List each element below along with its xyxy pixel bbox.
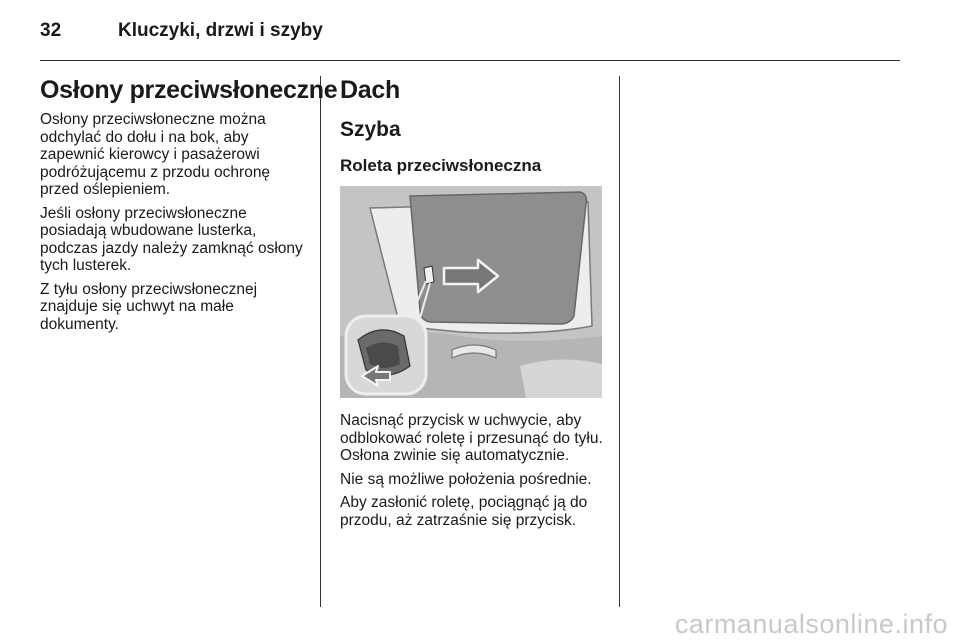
left-column xyxy=(40,74,338,339)
paragraph: Z tyłu osłony przeciwsłonecznej znajduje się uchwyt na małe dokumenty. xyxy=(40,280,258,333)
section-heading-roof: Dach xyxy=(340,76,400,104)
column-divider-2 xyxy=(619,76,620,607)
paragraph: Jeśli osłony przeciwsłoneczne posiadają wbudowane lusterka, podczas jazdy należy zamknąć osłony tych lusterek. xyxy=(40,204,303,274)
paragraph: Aby zasłonić roletę, pociągnąć ją do przodu, aż zatrzaśnie się przycisk. xyxy=(340,494,588,529)
right-column xyxy=(340,74,610,535)
section-heading-sun-visors: Osłony przeciwsłoneczne xyxy=(40,76,338,104)
column-divider-1 xyxy=(320,76,321,607)
sunblind-illustration xyxy=(340,186,602,398)
chapter-title: Kluczyki, drzwi i szyby xyxy=(118,20,323,41)
header-divider xyxy=(40,60,900,61)
watermark: carmanualsonline.info xyxy=(674,609,948,639)
subsection-heading-glass: Szyba xyxy=(340,118,401,141)
page-number: 32 xyxy=(40,20,62,41)
paragraph: Osłony przeciwsłoneczne można odchylać do dołu i na bok, aby zapewnić kierowcy i pasażerowi podróżującemu z przodu ochronę przed oślepieniem. xyxy=(40,111,271,198)
paragraph: Nacisnąć przycisk w uchwycie, aby odblokować roletę i przesunąć do tyłu. Osłona zwinie się automatycznie. xyxy=(340,412,603,464)
subsection-heading-sunblind: Roleta przeciwsłoneczna xyxy=(340,156,542,175)
paragraph: Nie są możliwe położenia pośrednie. xyxy=(340,470,592,488)
